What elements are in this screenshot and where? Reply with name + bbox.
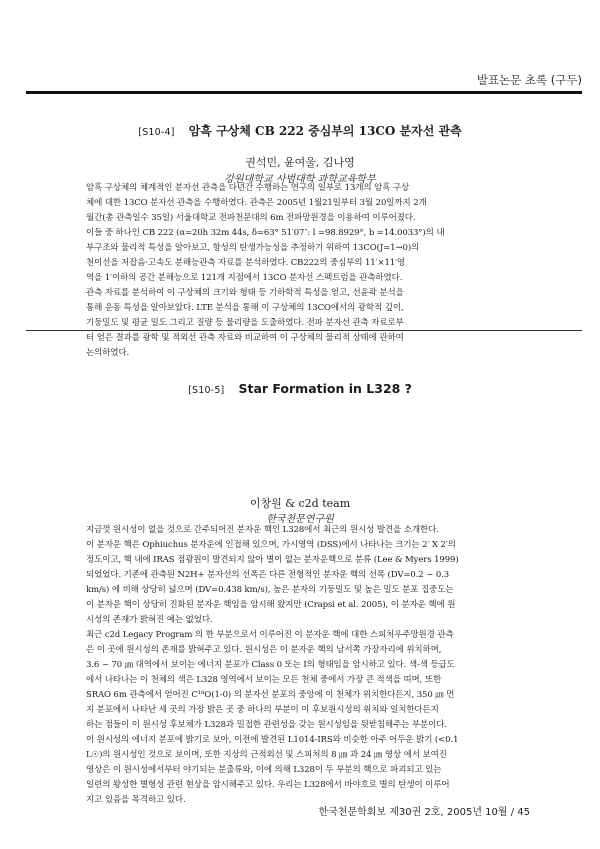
abstract-line: 지고 있음을 목격하고 있다. [86,795,186,805]
abstract-line: 부구조와 물리적 특성을 알아보고, 항성의 탄생가능성을 추정하기 위하여 13CO(J=1→0)의 [86,243,420,253]
abstract-line: 에서 나타나는 이 천체의 색은 L328 영역에서 보이는 모든 천체 중에서 가장 큰 적색을 띠며, 또한 [86,675,442,685]
abstract-line: 암흑 구상체의 체계적인 분자선 관측을 다년간 수행하는 연구의 일부로 13개의 암흑 구상 [86,183,410,193]
section-header: 발표논문 초록 (구두) [476,73,582,87]
abstract-title [0,378,600,397]
abstract-code: [S10-5] [188,385,225,396]
abstract-title-text: Star Formation in L328 ? [238,381,412,396]
abstract-title [0,120,600,139]
abstract-line: 기둥밀도 및 평균 밀도 그리고 질량 등 물리량을 도출하였다. 전파 분자선 관측 자료로부 [86,318,404,328]
abstract-line: 3.6 ~ 70 ㎛ 대역에서 보이는 에너지 분포가 Class 0 또는 I의 형태임을 암시하고 있다. 색-색 등급도 [86,660,455,670]
abstract-line: 시성의 존재가 밝혀진 예는 없었다. [86,615,213,625]
abstract-line: 은 이 곳에 원시성의 존재를 밝혀주고 있다. 원시성은 이 분자운 핵의 남서쪽 가장자리에 위치하며, [86,645,442,655]
abstract-line: 이 분자운 핵이 상당히 진화된 분자운 핵임을 암시해 왔지만 (Crapsi et al. 2005), 이 분자운 핵에 원 [86,600,456,610]
abstract-line: 터 얻은 결과를 광학 및 적외선 관측 자료와 비교하여 이 구상체의 물리적 상태에 관하여 [86,333,404,343]
abstract-line: 정도이고, 핵 내에 IRAS 점광원이 발견되지 않아 별이 없는 분자운핵으로 분류 (Lee & Myers 1999) [86,555,459,565]
abstract-line: 통해 운동 특성을 알아보았다. LTE 분석을 통해 이 구상체의 13CO에서의 광학적 깊이, [86,303,404,313]
abstract-title-text: 암흑 구상체 CB 222 중심부의 13CO 분자선 관측 [188,124,462,138]
abstract-affiliation: 한국천문연구원 [266,514,334,525]
abstract-authors: 권석민, 윤여울, 김나영 [245,156,355,169]
abstract-line: 되었었다. 기존에 관측된 N2H+ 분자선의 선폭은 다른 전형적인 분자운 핵의 선폭 (DV=0.2 ~ 0.3 [86,570,450,580]
abstract-line: 영상은 이 원시성에서부터 야기되는 분출류와, 이에 의해 L328이 두 부분의 핵으로 파괴되고 있는 [86,765,442,775]
footer-journal: 한국천문학회보 제30권 2호, 2005년 10월 / 45 [318,807,530,818]
abstract-line: 지금껏 원시성이 없을 것으로 간주되어진 분자운 핵인 L328에서 최근의 원시성 발견을 소개한다. [86,525,439,535]
abstract-code: [S10-4] [138,127,175,138]
divider-rule [26,330,582,331]
abstract-line: 체에 대한 13CO 분자선 관측을 수행하였다. 관측은 2005년 1월21일부터 3월 20일까지 2개 [86,198,427,208]
abstract-line: 역을 1′이하의 공간 분해능으로 121개 지점에서 13CO 분자선 스펙트럼을 관측하였다. [86,273,403,283]
abstract-body [86,181,520,361]
abstract-line: 최근 c2d Legacy Program 의 한 부분으로서 이루어진 이 분자운 핵에 대한 스피처우주망원경 관측 [86,630,454,640]
abstract-line: 이 분자운 핵은 Ophiuchus 분자운에 인접해 있으며, 가시영역 (DSS)에서 나타나는 크기는 2′ X 2′의 [86,540,456,550]
abstract-line: 관측 자료를 분석하여 이 구상체의 크기와 형태 등 기하학적 특성을 얻고, 선윤곽 분석을 [86,288,404,298]
abstract-line: 이들 중 하나인 CB 222 (α=20h 32m 44s, δ=63° 51′07″: l =98.8929°, b =14.0033°)의 내 [86,228,445,238]
abstract-line: km/s) 에 비해 상당히 넓으며 (DV=0.438 km/s), 높은 분자의 기둥밀도 및 높은 밀도 분포 집중도는 [86,585,454,595]
abstract-line: 월간(총 관측일수 35일) 서울대학교 전파천문대의 6m 전파망원경을 이용하여 이루어졌다. [86,213,416,223]
abstract-line: 일련의 왕성한 별형성 관련 현상을 암시해주고 있다. 우리는 L328에서 바야흐로 별의 탄생이 이루어 [86,780,450,790]
abstract-authors: 이창원 & c2d team [249,497,351,510]
abstract-line: 천이선을 저잡음·고속도 분해능관측 자료를 분석하였다. CB222의 중심부의 11′×11′영 [86,258,406,268]
abstract-line: 논의하였다. [86,348,130,358]
abstract-line: SRAO 6m 관측에서 얻어진 C¹⁸O(1-0) 의 분자선 분포의 중앙에 이 천체가 위치한다든지, 350 ㎛ 먼 [86,690,455,700]
header-rule [26,91,582,94]
abstract-line: L☉)의 원시성인 것으로 보이며, 또한 지상의 근적외선 및 스피처의 8 ㎛ 과 24 ㎛ 영상 에서 보여진 [86,750,447,760]
abstract-line: 지 분포에서 나타난 세 곳의 가장 밝은 곳 중 하나의 부분이 이 후보원시성의 위치와 일치한다든지 [86,705,439,715]
abstract-line: 하는 점들이 이 원시성 후보체가 L328과 밀접한 관련성을 갖는 원시성임을 뒷받침해주는 부분이다. [86,720,447,730]
abstract-body [86,523,534,808]
abstract-affiliation: 강원대학교 사범대학 과학교육학부 [224,174,376,185]
abstract-line: 이 원시성의 에너지 분포에 밝기로 보아, 이전에 발견된 L1014-IRS와 비슷한 아주 어두운 밝기 (<0.1 [86,735,459,745]
